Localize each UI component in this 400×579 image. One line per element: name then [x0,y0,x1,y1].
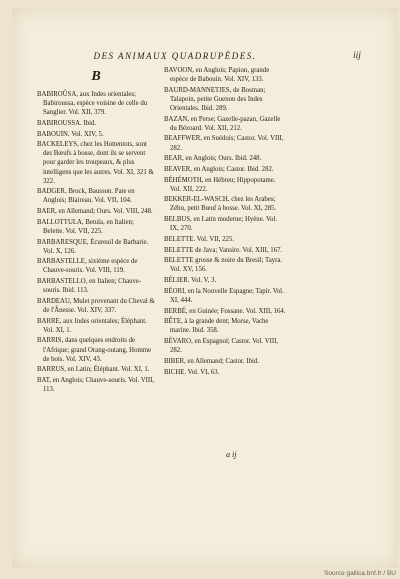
index-entry: BIBER, en Allemand; Castor. Ibid. [164,357,259,365]
left-column [37,66,155,396]
index-entry: BACKELEYS, chez les Hottentots, sont des Bœufs à bosse, dont ils se servent pour garder les troupeaux, & plus intelligens que les autres. Vol. XI, 321 & 322. [37,141,154,185]
index-entry: BAURD-MANNETJES, de Bosman; Talapoin, petite Guenon des Indes Orientales. Ibid. 289. [164,86,266,112]
index-entry: BAT, en Anglois; Chauve-souris. Vol. VIII, 113. [37,377,155,394]
index-entry: BELBUS, en Latin moderne; Hyène. Vol. IX, 270. [164,216,278,233]
index-entry: BÊTE, à la grande dent; Morse, Vache marine. Ibid. 358. [164,318,269,335]
index-entry: BARBARESQUE, Écureuil de Barbarie. Vol. X, 126. [37,238,149,255]
index-entry: BAER, en Allemand; Ours. Vol. VIII, 248. [37,208,153,216]
index-entry: BICHE. Vol. VI, 63. [164,368,220,376]
running-title: DES ANIMAUX QUADRUPÈDES. [93,51,257,61]
index-entry: BALLOTTULA, Betula, en Italien; Belette. Vol. VII, 225. [37,218,134,235]
index-entry: BARBASTELLE, sixième espèce de Chauve-souris. Vol. VIII, 119. [37,258,138,275]
index-entry: BARBASTELLO, en Italien; Chauve-souris. Ibid. 113. [37,278,142,295]
index-entry: BÉHÉMOTH, en Hébreu; Hippopotame. Vol. XII, 222. [164,176,276,193]
index-entry: BÉVARO, en Espagnol; Castor. Vol. VIII, 282. [164,338,279,355]
index-entry: BARRUS, en Latin; Éléphant. Vol. XI, 1. [37,366,150,374]
index-entry: BABIROÛSA, aux Indes orientales; Babiroussa, espèce voisine de celle du Sanglier. Vol. XII, 379. [37,91,148,117]
signature-mark: a ij [226,450,237,459]
index-entry: BEKKER-EL-WASCH, chez les Arabes; Zébu, petit Bœuf à bosse. Vol. XI, 285. [164,196,277,213]
index-entry: BARRIS, dans quelques endroits de l'Afrique; grand Orang-outang, Homme de bois. Vol. XIV, 43. [37,337,152,363]
index-entry: BAZAN, en Perse; Gazelle-pazan, Gazelle du Bézoard. Vol. XII, 212. [164,115,281,132]
index-entry: BEAFFWER, en Suédois; Castor. Vol. VIII, 282. [164,135,284,152]
right-column [164,66,286,378]
index-entry: BÉLIER. Vol. V, 3. [164,277,217,285]
index-entry: BÉORI, en la Nouvelle Espagne; Tapir. Vol. XI, 444. [164,287,284,304]
index-entry: BELETTE de Java; Vansire. Vol. XIII, 167. [164,246,283,254]
index-entry: BABIROUSSA. Ibid. [37,119,97,127]
index-entry: BADGER, Brock, Bausson. Pate en Anglois; Blaireau. Vol. VII, 104. [37,188,135,205]
index-entry: BARRE, aux Indes orientales; Éléphant. Vol. XI, 1. [37,317,147,334]
index-entry: BELETTE grosse & noire du Bresil; Tayra. Vol. XV, 156. [164,257,283,274]
index-entry: BERBÉ, en Guinée; Fossane. Vol. XIII, 164. [164,307,286,315]
index-entry: BARDEAU, Mulet provenant du Cheval & de l'Ânesse. Vol. XIV, 337. [37,297,155,314]
index-entry: BEAR, en Anglois; Ours. Ibid. 248. [164,155,262,163]
left-entries [37,90,155,394]
index-entry: BELETTE. Vol. VII, 225. [164,235,235,243]
right-entries [164,66,286,377]
index-entry: BEAVER, en Anglois; Castor. Ibid. 282. [164,165,274,173]
source-credit: Source gallica.bnf.fr / BU [324,570,396,577]
section-letter: B [91,69,101,84]
page-number: iij [353,51,361,61]
index-entry: BABOUIN. Vol. XIV, 5. [37,130,104,138]
index-entry: BAVOON, en Anglois; Papion, grande espèce de Babouin. Vol. XIV, 133. [164,67,270,84]
